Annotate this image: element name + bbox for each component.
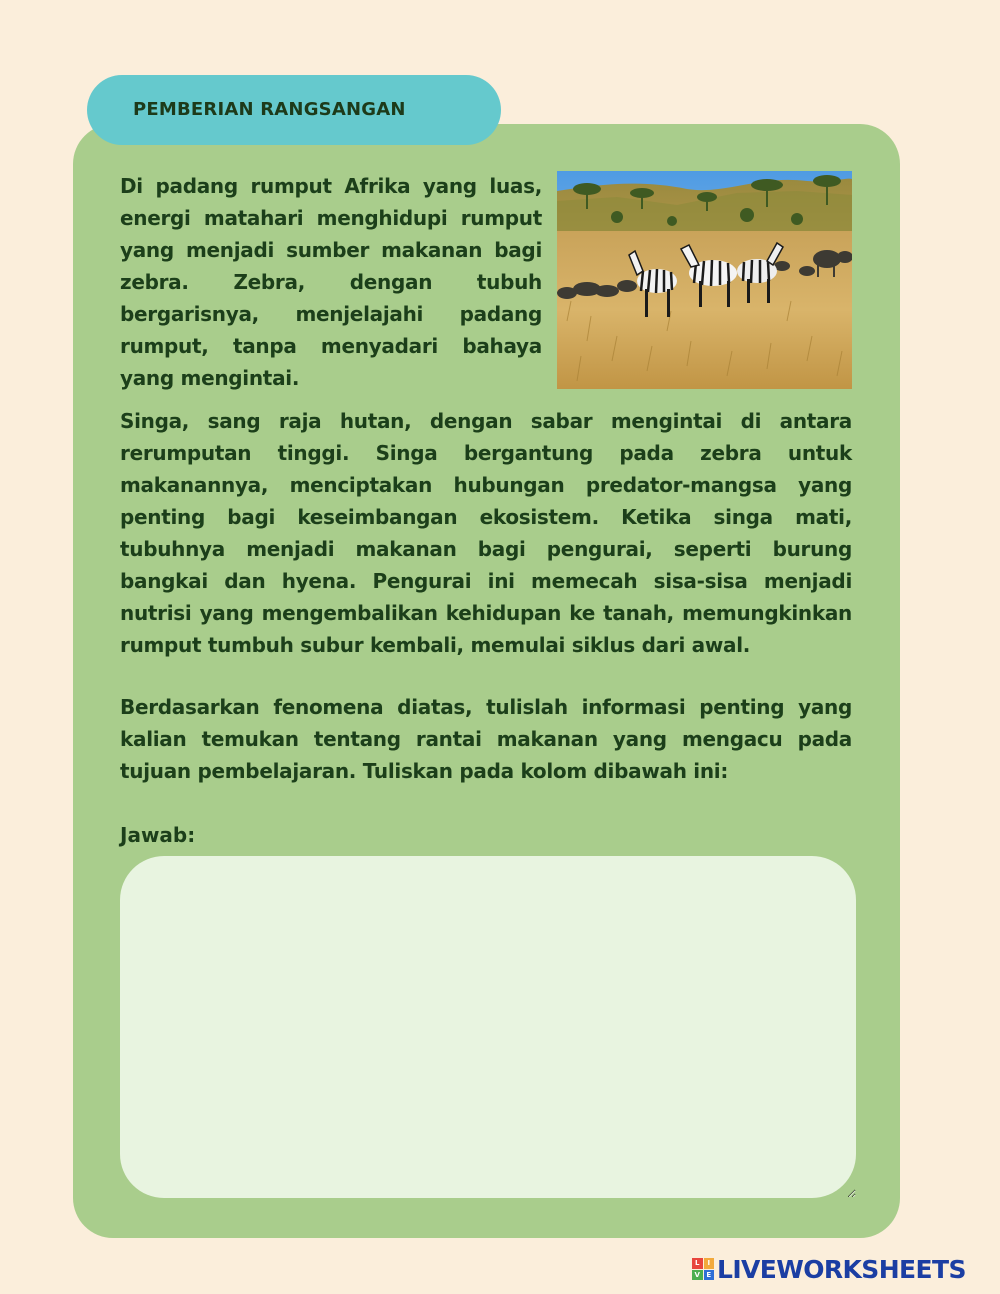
intro-paragraph: Di padang rumput Afrika yang luas, energi matahari menghidupi rumput yang menjadi sumber makanan bagi zebra. Zebra, dengan tubuh bergarisnya, menjelajahi padang rumput, tanpa menyadari bahaya yang mengintai. <box>120 174 542 390</box>
answer-label: Jawab: <box>120 823 196 847</box>
liveworksheets-logo <box>692 1254 966 1284</box>
lion-paragraph: Singa, sang raja hutan, dengan sabar mengintai di antara rerumputan tinggi. Singa bergantung pada zebra untuk makanannya, menciptakan hubungan predator-mangsa yang penting bagi keseimbangan ekosistem. Ketika singa mati, tubuhnya menjadi makanan bagi pengurai, seperti burung bangkai dan hyena. Pengurai ini memecah sisa-sisa menjadi nutrisi yang mengembalikan kehidupan ke tanah, memungkinkan rumput tumbuh subur kembali, memulai siklus dari awal. <box>120 409 852 657</box>
savanna-zebra-photo <box>557 171 852 389</box>
answer-input[interactable] <box>120 856 856 1198</box>
instruction-paragraph: Berdasarkan fenomena diatas, tulislah informasi penting yang kalian temukan tentang rantai makanan yang mengacu pada tujuan pembelajaran. Tuliskan pada kolom dibawah ini: <box>120 695 852 783</box>
section-header-pill <box>87 75 501 145</box>
section-header-label: PEMBERIAN RANGSANGAN <box>133 99 406 120</box>
liveworksheets-logo-mark: L I V E <box>692 1258 714 1280</box>
liveworksheets-logo-text: LIVEWORKSHEETS <box>717 1254 966 1284</box>
